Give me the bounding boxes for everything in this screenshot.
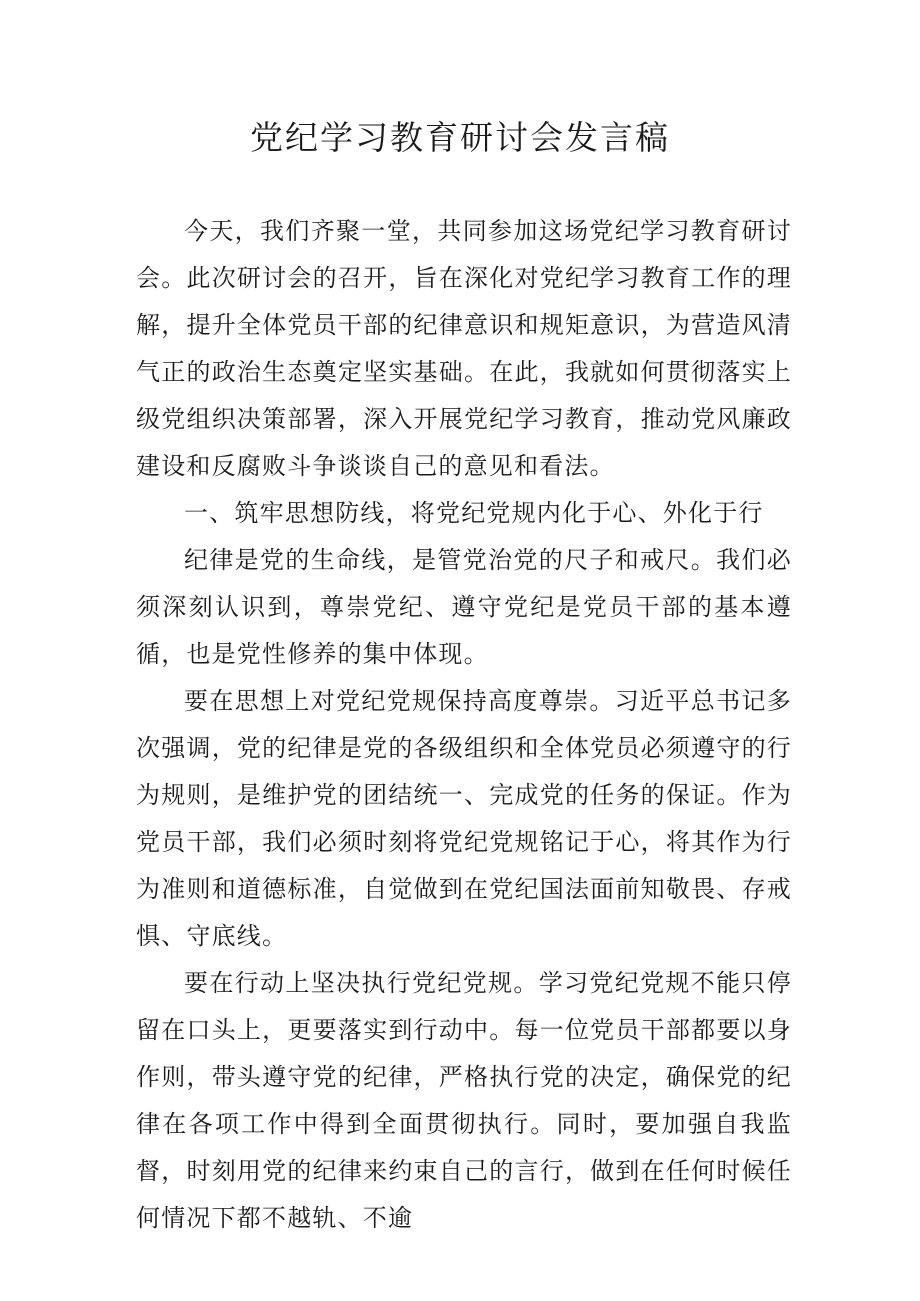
document-title: 党纪学习教育研讨会发言稿 (250, 118, 670, 157)
document-body (136, 208, 792, 1242)
paragraph-intro: 今天，我们齐聚一堂，共同参加这场党纪学习教育研讨会。此次研讨会的召开，旨在深化对党纪学习教育工作的理解，提升全体党员干部的纪律意识和规矩意识，为营造风清气正的政治生态奠定坚实基础。在此，我就如何贯彻落实上级党组织决策部署，深入开展党纪学习教育，推动党风廉政建设和反腐败斗争谈谈自己的意见和看法。 (136, 217, 792, 480)
paragraph-action: 要在行动上坚决执行党纪党规。学习党纪党规不能只停留在口头上，更要落实到行动中。每一位党员干部都要以身作则，带头遵守党的纪律，严格执行党的决定，确保党的纪律在各项工作中得到全面贯彻执行。同时，要加强自我监督，时刻用党的纪律来约束自己的言行，做到在任何时候任何情况下都不越轨、不逾 (136, 969, 792, 1232)
paragraph-discipline: 纪律是党的生命线，是管党治党的尺子和戒尺。我们必须深刻认识到，尊崇党纪、遵守党纪是党员干部的基本遵循，也是党性修养的集中体现。 (136, 546, 792, 668)
section-heading-1: 一、筑牢思想防线，将党纪党规内化于心、外化于行 (184, 499, 764, 527)
paragraph-thought: 要在思想上对党纪党规保持高度尊崇。习近平总书记多次强调，党的纪律是党的各级组织和全体党员必须遵守的行为规则，是维护党的团结统一、完成党的任务的保证。作为党员干部，我们必须时刻将党纪党规铭记于心，将其作为行为准则和道德标准，自觉做到在党纪国法面前知敬畏、存戒惧、守底线。 (136, 687, 792, 950)
